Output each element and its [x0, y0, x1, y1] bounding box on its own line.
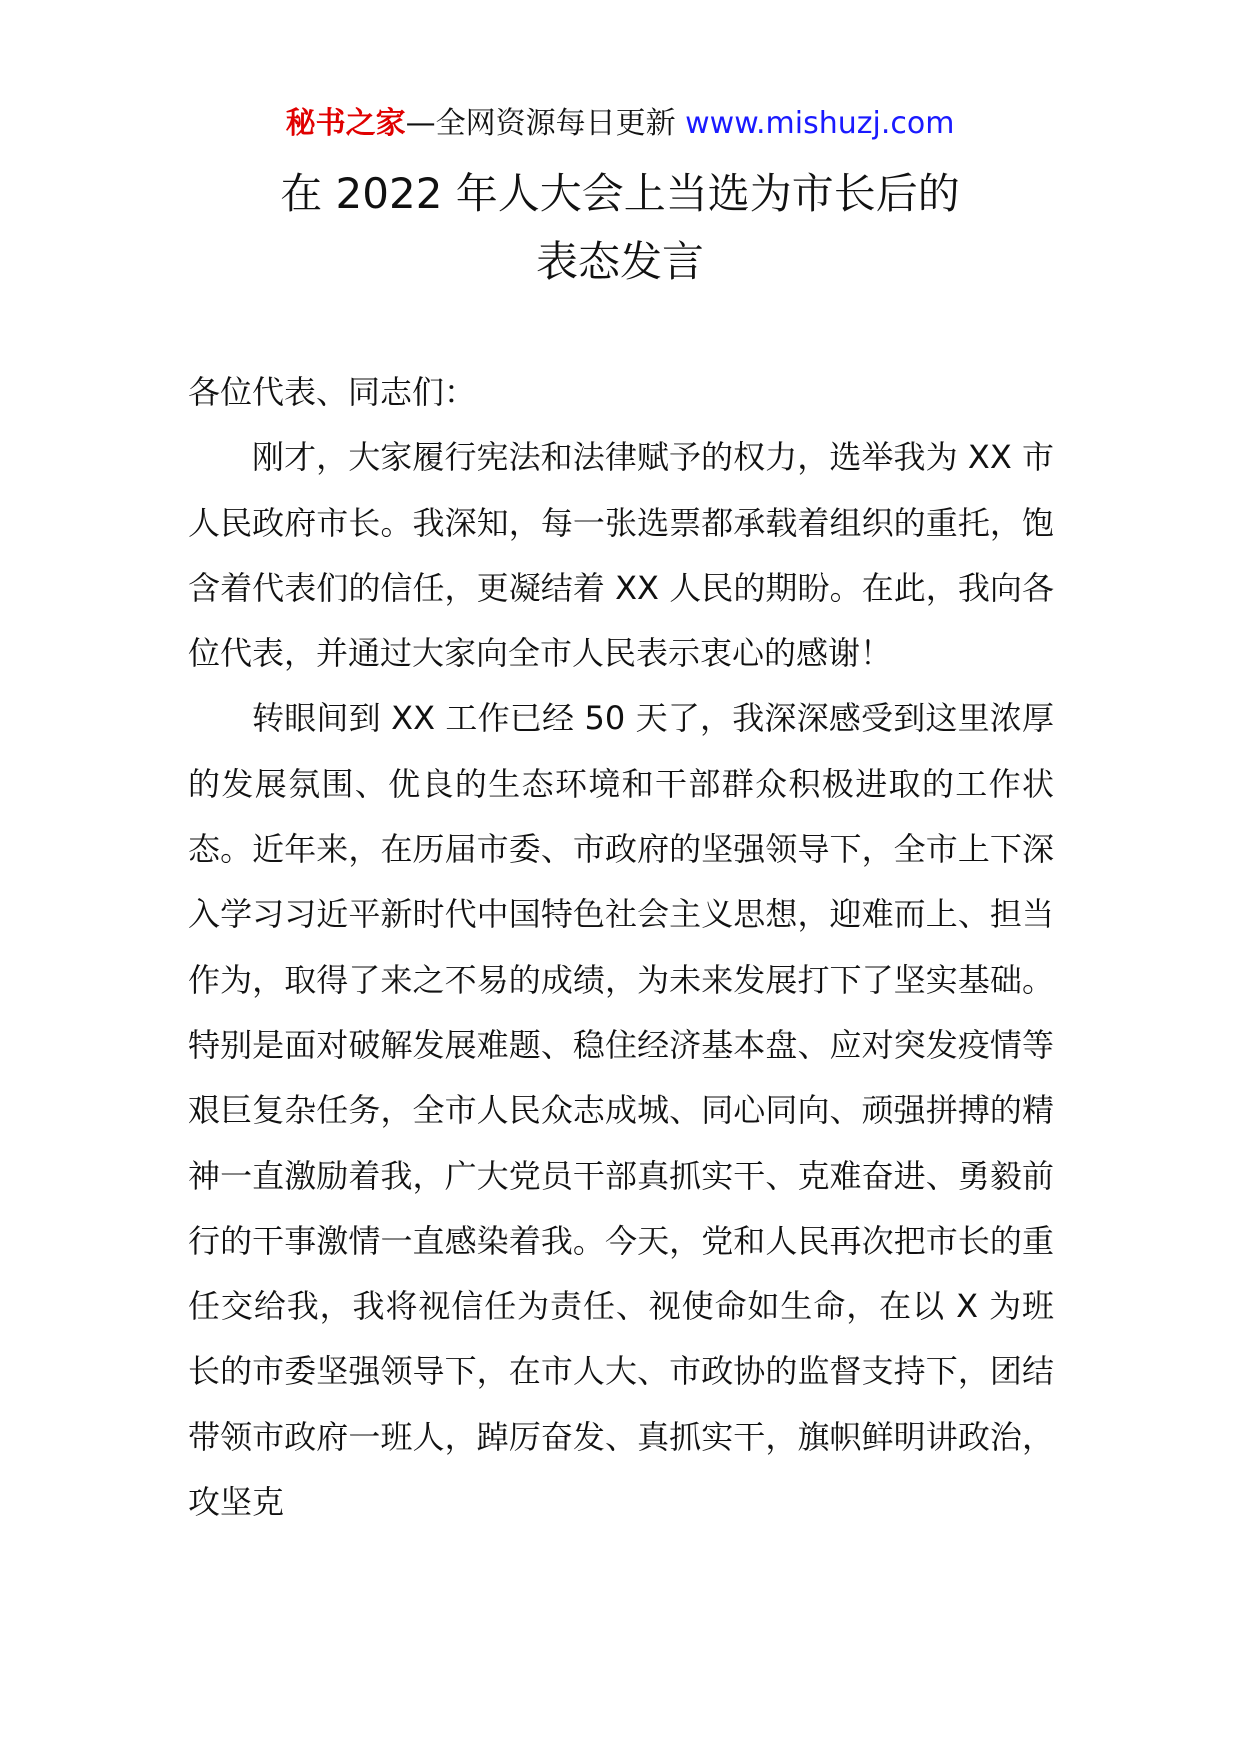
- site-url-link[interactable]: www.mishuzj.com: [685, 106, 955, 141]
- header-slogan: —全网资源每日更新: [405, 106, 686, 141]
- document-title-line-1: 在 2022 年人大会上当选为市长后的: [280, 169, 960, 218]
- document-title-line-2: 表态发言: [535, 237, 704, 286]
- salutation: 各位代表、同志们：: [188, 373, 477, 411]
- document-body: [188, 360, 1054, 1535]
- paragraph-2: 转眼间到 XX 工作已经 50 天了，我深深感受到这里浓厚的发展氛围、优良的生态环境和干部群众积极进取的工作状态。近年来，在历届市委、市政府的坚强领导下，全市上下深入学习习近平新时代中国特色社会主义思想，迎难而上、担当作为，取得了来之不易的成绩，为未来发展打下了坚实基础。特别是面对破解发展难题、稳住经济基本盘、应对突发疫情等艰巨复杂任务，全市人民众志成城、同心同向、顽强拼搏的精神一直激励着我，广大党员干部真抓实干、克难奋进、勇毅前行的干事激情一直感染着我。今天，党和人民再次把市长的重任交给我，我将视信任为责任、视使命如生命，在以 X 为班长的市委坚强领导下，在市人大、市政协的监督支持下，团结带领市政府一班人，踔厉奋发、真抓实干，旗帜鲜明讲政治，攻坚克: [188, 699, 1054, 1522]
- brand-name: 秘书之家: [285, 106, 406, 141]
- site-header: [0, 102, 1240, 146]
- paragraph-1: 刚才，大家履行宪法和法律赋予的权力，选举我为 XX 市人民政府市长。我深知，每一张选票都承载着组织的重托，饱含着代表们的信任，更凝结着 XX 人民的期盼。在此，我向各位代表，并通过大家向全市人民表示衷心的感谢！: [188, 438, 1054, 673]
